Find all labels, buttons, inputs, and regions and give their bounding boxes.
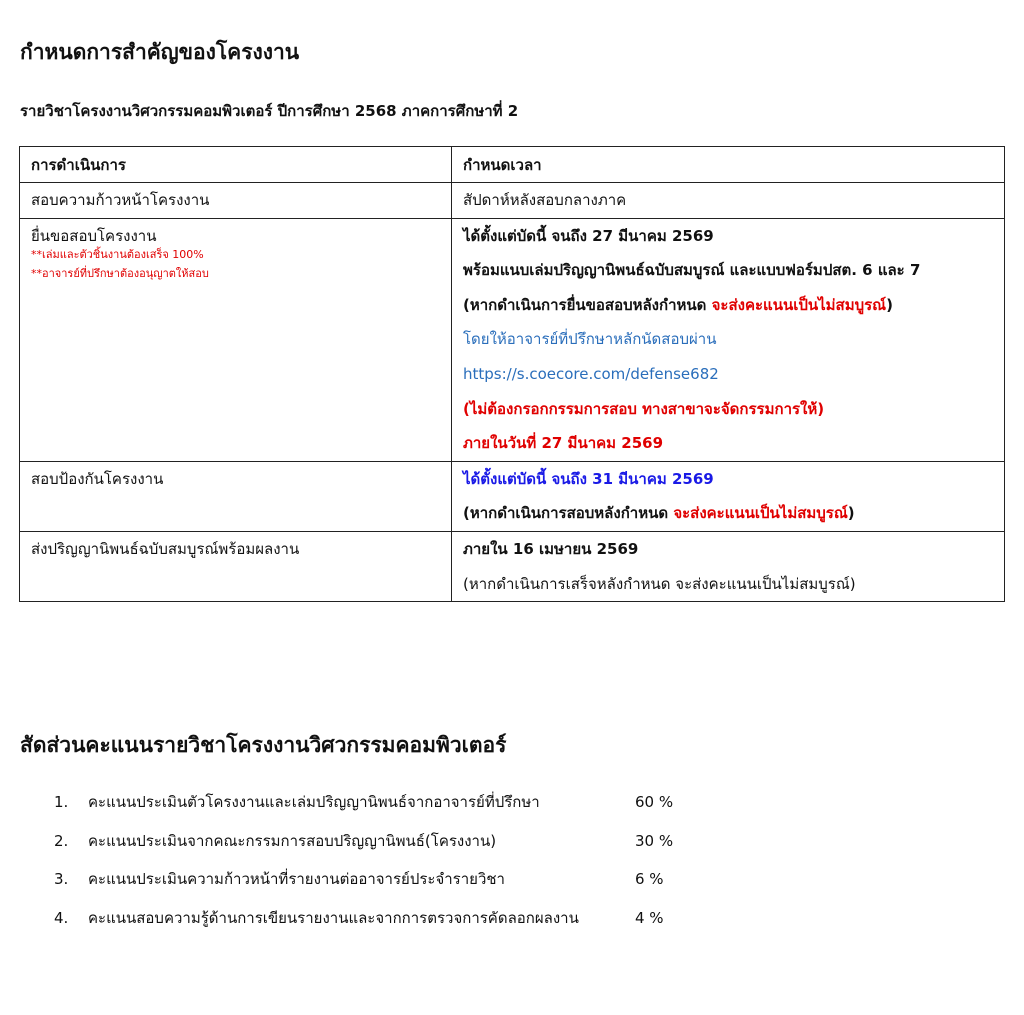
table-row (20, 218, 1005, 461)
note-complete: **เล่มและตัวชิ้นงานต้องเสร็จ 100% (31, 248, 204, 262)
defense-link[interactable]: https://s.coecore.com/defense682 (463, 364, 719, 383)
schedule-table (19, 146, 1005, 602)
row-submit-action: ส่งปริญญานิพนธ์ฉบับสมบูรณ์พร้อมผลงาน (20, 531, 452, 601)
row-request-action: ยื่นขอสอบโครงงาน **เล่มและตัวชิ้นงานต้องเสร็จ 100% **อาจารย์ที่ปรึกษาต้องอนุญาตให้สอบ (20, 218, 452, 461)
table-row (20, 461, 1005, 531)
row-request-time: ได้ตั้งแต่บัดนี้ จนถึง 27 มีนาคม 2569 พร้อมแนบเล่มปริญญานิพนธ์ฉบับสมบูรณ์ และแบบฟอร์มปสต. 6 และ 7 (หากดำเนินการยื่นขอสอบหลังกำหนด จะส่งคะแนนเป็นไม่สมบูรณ์) โดยให้อาจารย์ที่ปรึกษาหลักนัดสอบผ่าน https://s.coecore.com/defense682 (ไม่ต้องกรอกกรรมการสอบ ทางสาขาจะจัดกรรมการให้) ภายในวันที่ 27 มีนาคม 2569 (452, 218, 1005, 461)
page-title: กำหนดการสำคัญของโครงงาน (20, 40, 300, 64)
header-time: กำหนดเวลา (452, 147, 1005, 183)
table-row (20, 531, 1005, 601)
row-submit-time: ภายใน 16 เมษายน 2569 (หากดำเนินการเสร็จหลังกำหนด จะส่งคะแนนเป็นไม่สมบูรณ์) (452, 531, 1005, 601)
note-advisor: **อาจารย์ที่ปรึกษาต้องอนุญาตให้สอบ (31, 267, 209, 281)
table-row (20, 183, 1005, 219)
row-defense-time: ได้ตั้งแต่บัดนี้ จนถึง 31 มีนาคม 2569 (หากดำเนินการสอบหลังกำหนด จะส่งคะแนนเป็นไม่สมบูรณ์) (452, 461, 1005, 531)
course-subtitle: รายวิชาโครงงานวิศวกรรมคอมพิวเตอร์ ปีการศึกษา 2568 ภาคการศึกษาที่ 2 (20, 102, 519, 120)
row-progress-action: สอบความก้าวหน้าโครงงาน (20, 183, 452, 219)
score-section-title: สัดส่วนคะแนนรายวิชาโครงงานวิศวกรรมคอมพิวเตอร์ (20, 733, 507, 757)
row-progress-time: สัปดาห์หลังสอบกลางภาค (452, 183, 1005, 219)
row-defense-action: สอบป้องกันโครงงาน (20, 461, 452, 531)
header-action: การดำเนินการ (20, 147, 452, 183)
table-header-row (20, 147, 1005, 183)
